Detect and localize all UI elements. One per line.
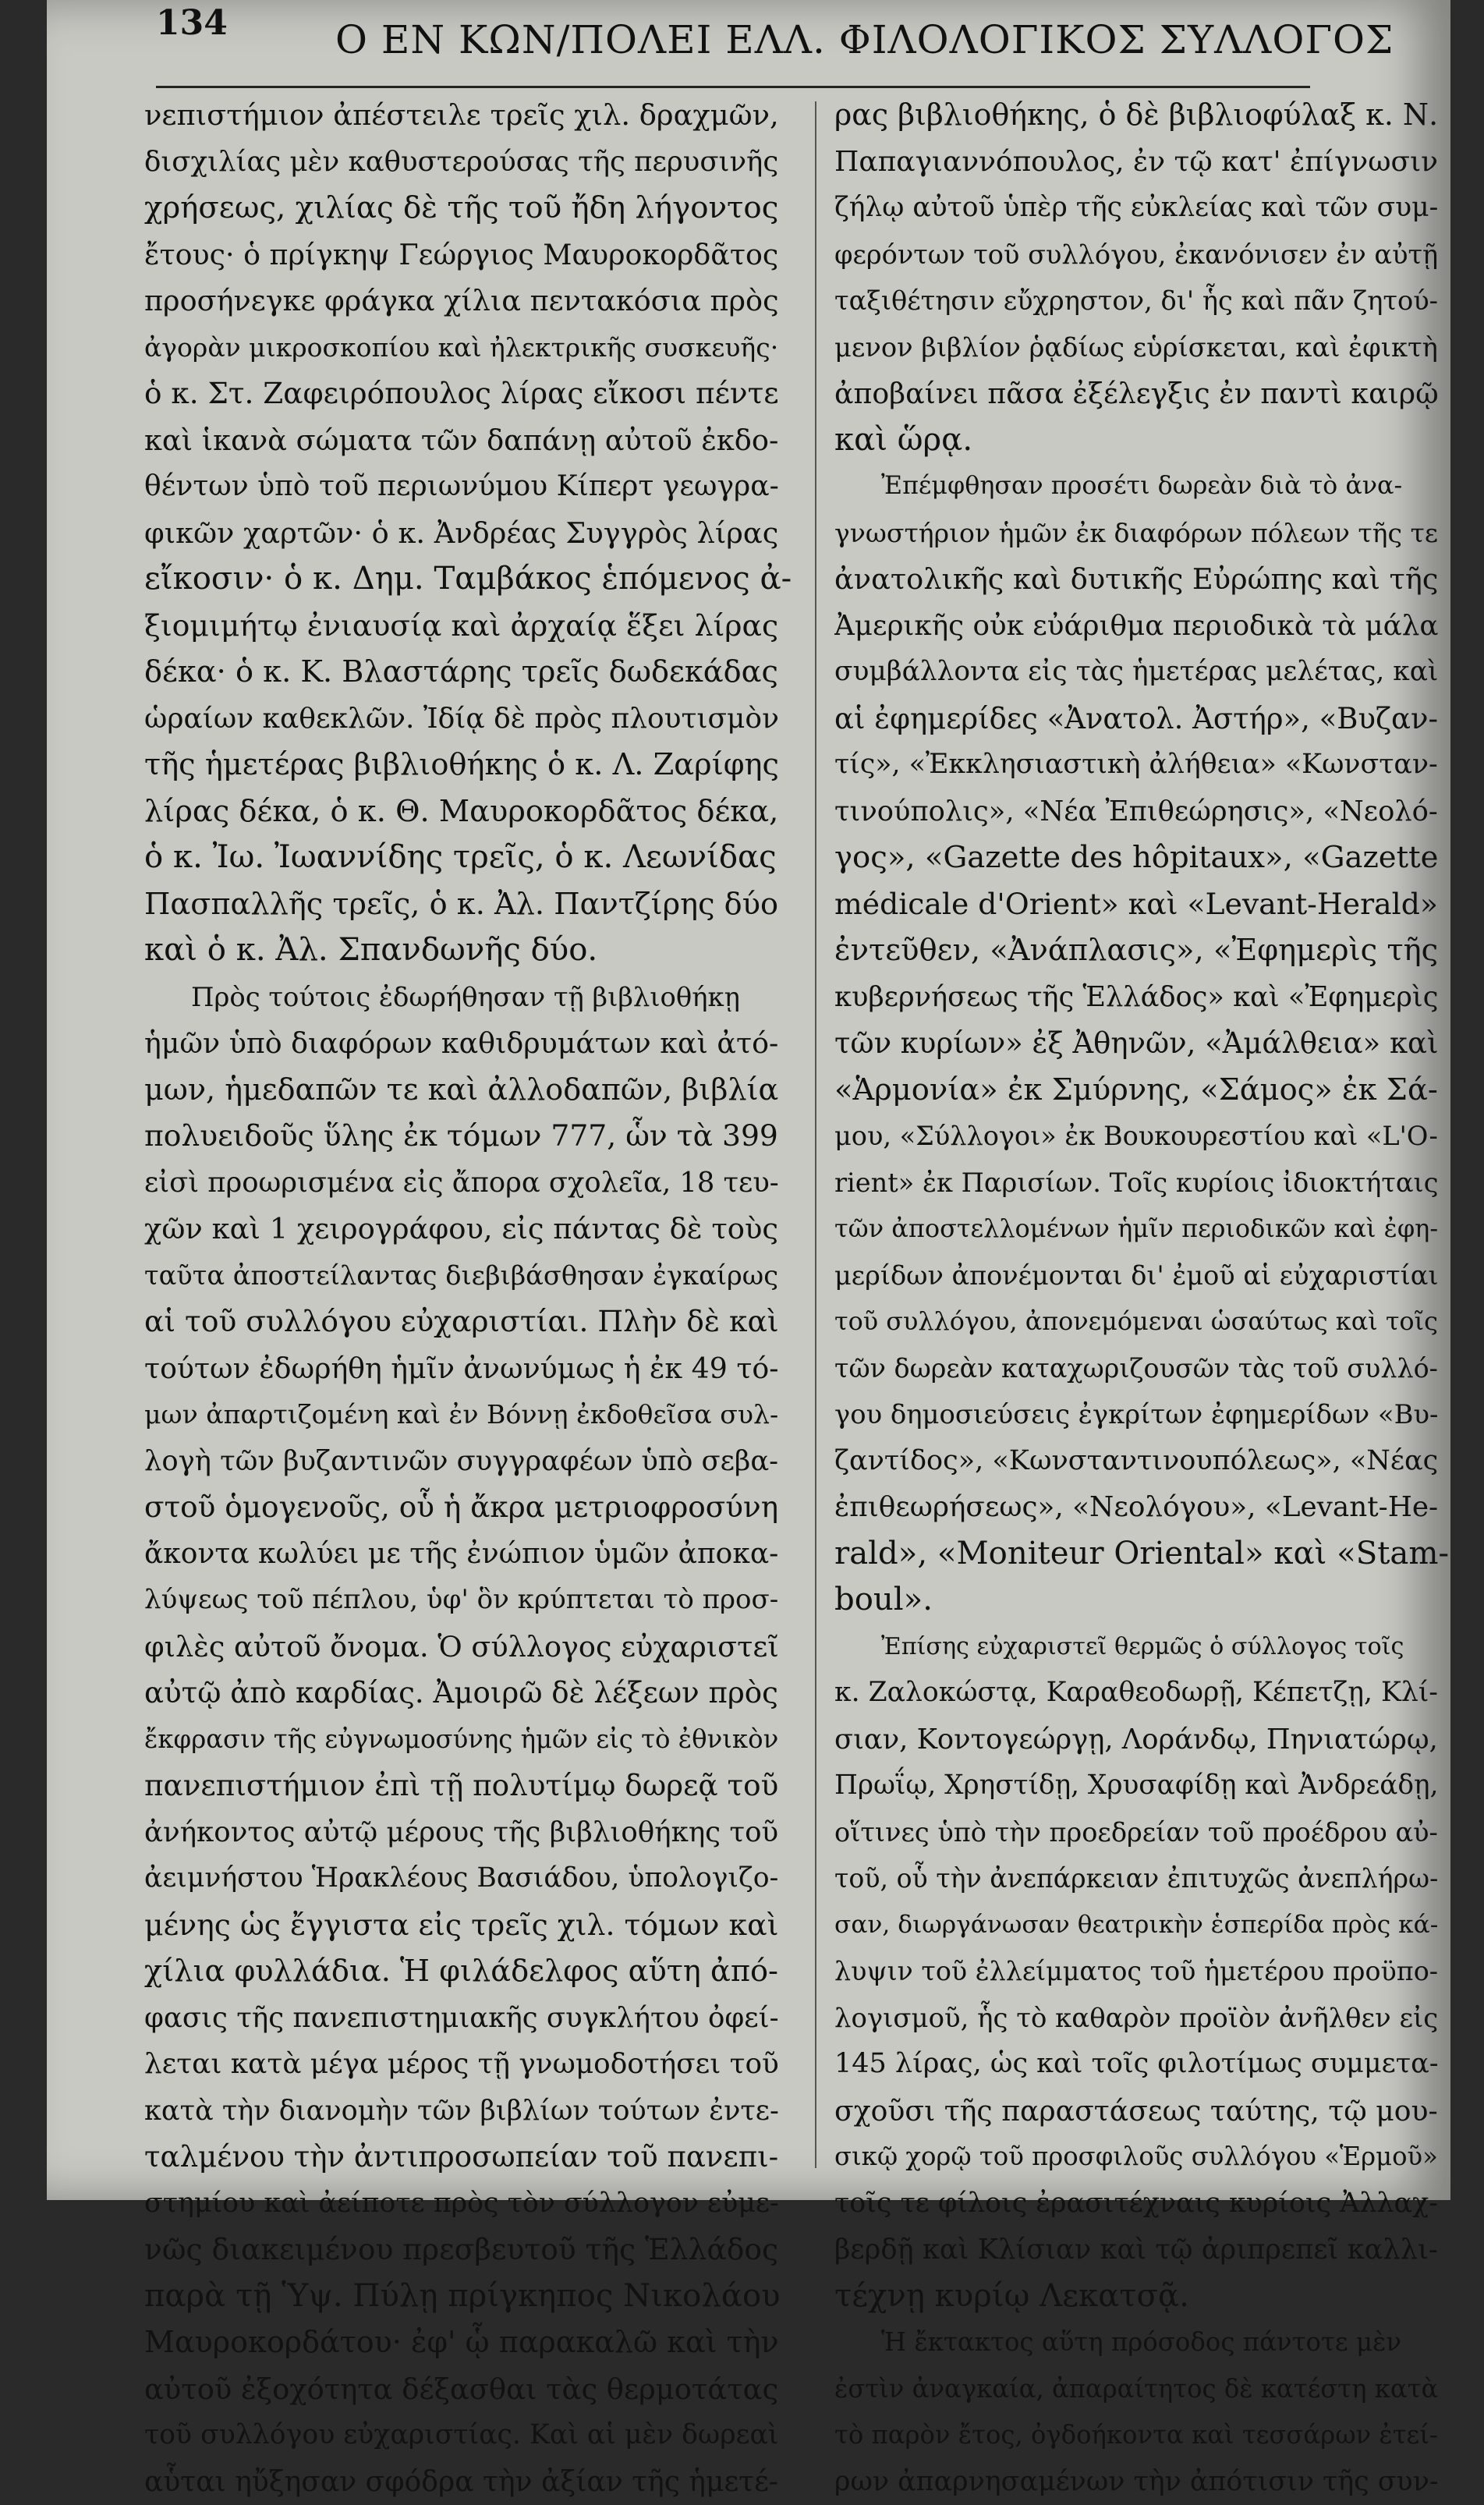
text-line: τοῦ συλλόγου, ἀπονεμόμεναι ὡσαύτως καὶ τοῖς [834,1299,1450,1345]
text-line: μενον βιβλίον ῥᾳδίως εὑρίσκεται, καὶ ἐφικτὴ [834,324,1450,371]
text-line: ἀειμνήστου Ἡρακλέους Βασιάδου, ὑπολογιζο- [144,1855,792,1902]
text-line: λογὴ τῶν βυζαντινῶν συγγραφέων ὑπὸ σεβα- [144,1438,792,1485]
text-line: μένης ὡς ἔγγιστα εἰς τρεῖς χιλ. τόμων καὶ [144,1902,792,1949]
text-line: λογισμοῦ, ἧς τὸ καθαρὸν προϊὸν ἀνῆλθεν εἰς [834,1995,1450,2042]
text-line: Πρωΐῳ, Χρηστίδῃ, Χρυσαφίδῃ καὶ Ἀνδρεάδῃ, [834,1763,1450,1809]
text-line: μων ἀπαρτιζομένη καὶ ἐν Βόννῃ ἐκδοθεῖσα συλ- [144,1391,792,1438]
text-line: ξιομιμήτῳ ἐνιαυσίᾳ καὶ ἀρχαίᾳ ἕξει λίρας [144,603,792,650]
text-line: Παπαγιαννόπουλος, ἐν τῷ κατ' ἐπίγνωσιν [834,139,1450,186]
text-line: τῶν κυρίων» ἐξ Ἀθηνῶν, «Ἀμάλθεια» καὶ [834,1020,1450,1067]
text-line: αὗται ηὔξησαν σφόδρα τὴν ἀξίαν τῆς ἡμετέ- [144,2459,792,2505]
text-line: ἄκοντα κωλύει με τῆς ἐνώπιον ὑμῶν ἀποκα- [144,1531,792,1578]
text-line: αἱ τοῦ συλλόγου εὐχαριστίαι. Πλὴν δὲ καὶ [144,1299,792,1345]
text-line: ταῦτα ἀποστείλαντας διεβιβάσθησαν ἐγκαίρως [144,1252,792,1299]
text-line: τοῖς τε φίλοις ἐρασιτέχναις κυρίοις Ἀλλαχ- [834,2181,1450,2227]
running-title: Ο ΕΝ ΚΩΝ/ΠΟΛΕΙ ΕΛΛ. ΦΙΛΟΛΟΓΙΚΟΣ ΣΥΛΛΟΓΟΣ [335,17,1394,62]
text-line: ταλμένου τὴν ἀντιπροσωπείαν τοῦ πανεπι- [144,2134,792,2181]
text-line: λυψιν τοῦ ἐλλείμματος τοῦ ἡμετέρου προϋπο- [834,1948,1450,1995]
text-line: τοῦ, οὗ τὴν ἀνεπάρκειαν ἐπιτυχῶς ἀνεπλήρω- [834,1855,1450,1902]
left-column [144,92,792,2505]
text-line: αὐτοῦ ἐξοχότητα δέξασθαι τὰς θερμοτάτας [144,2366,792,2413]
text-line: πανεπιστήμιον ἐπὶ τῇ πολυτίμῳ δωρεᾷ τοῦ [144,1763,792,1809]
text-line: ὁ κ. Στ. Ζαφειρόπουλος λίρας εἴκοσι πέντε [144,370,792,417]
text-line: «Ἁρμονία» ἐκ Σμύρνης, «Σάμος» ἐκ Σά- [834,1067,1450,1114]
text-line: médicale d'Orient» καὶ «Levant-Herald» [834,881,1450,928]
text-line: ρας βιβλιοθήκης, ὁ δὲ βιβλιοφύλαξ κ. Ν. [834,92,1450,139]
text-line: ἡμῶν ὑπὸ διαφόρων καθιδρυμάτων καὶ ἀτό- [144,1020,792,1067]
text-line: ἐπιθεωρήσεως», «Νεολόγου», «Levant-He- [834,1484,1450,1531]
text-line: ἀνατολικῆς καὶ δυτικῆς Εὐρώπης καὶ τῆς [834,556,1450,603]
text-line: rient» ἐκ Παρισίων. Τοῖς κυρίοις ἰδιοκτήταις [834,1160,1450,1206]
text-line: ὡραίων καθεκλῶν. Ἰδίᾳ δὲ πρὸς πλουτισμὸν [144,696,792,742]
text-line: ἐντεῦθεν, «Ἀνάπλασις», «Ἐφημερὶς τῆς [834,927,1450,974]
text-line: ἔτους· ὁ πρίγκηψ Γεώργιος Μαυροκορδᾶτος [144,232,792,278]
text-line: μερίδων ἀπονέμονται δι' ἐμοῦ αἱ εὐχαριστίαι [834,1252,1450,1299]
text-line: ἀνήκοντος αὐτῷ μέρους τῆς βιβλιοθήκης τοῦ [144,1809,792,1856]
text-line: χῶν καὶ 1 χειρογράφου, εἰς πάντας δὲ τοὺς [144,1206,792,1252]
text-line: Μαυροκορδάτου· ἐφ' ᾧ παρακαλῶ καὶ τὴν [144,2319,792,2366]
text-line: οἵτινες ὑπὸ τὴν προεδρείαν τοῦ προέδρου αὐ- [834,1809,1450,1856]
text-line: χίλια φυλλάδια. Ἡ φιλάδελφος αὕτη ἀπό- [144,1948,792,1995]
text-line: τῆς ἡμετέρας βιβλιοθήκης ὁ κ. Λ. Ζαρίφης [144,742,792,788]
page-number: 134 [156,3,228,43]
text-line: ἀποβαίνει πᾶσα ἐξέλεγξις ἐν παντὶ καιρῷ [834,370,1450,417]
text-line: δισχιλίας μὲν καθυστερούσας τῆς περυσινῆς [144,139,792,186]
text-line: λεται κατὰ μέγα μέρος τῇ γνωμοδοτήσει τοῦ [144,2041,792,2088]
text-line: ζαντίδος», «Κωνσταντινουπόλεως», «Νέας [834,1438,1450,1485]
text-line: βερδῇ καὶ Κλίσιαν καὶ τῷ ἀριπρεπεῖ καλλι- [834,2227,1450,2273]
text-line: σαν, διωργάνωσαν θεατρικὴν ἑσπερίδα πρὸς κά- [834,1902,1450,1949]
text-line: ἔκφρασιν τῆς εὐγνωμοσύνης ἡμῶν εἰς τὸ ἐθνικὸν [144,1717,792,1763]
text-line: τοῦ συλλόγου εὐχαριστίας. Καὶ αἱ μὲν δωρεαὶ [144,2412,792,2459]
text-line: πολυειδοῦς ὕλης ἐκ τόμων 777, ὧν τὰ 399 [144,1113,792,1160]
text-line: παρὰ τῇ Ὑψ. Πύλῃ πρίγκηπος Νικολάου [144,2273,792,2320]
text-line: χρήσεως, χιλίας δὲ τῆς τοῦ ἤδη λήγοντος [144,185,792,232]
book-page [47,0,1450,2200]
text-line: δέκα· ὁ κ. Κ. Βλαστάρης τρεῖς δωδεκάδας [144,649,792,696]
text-line: 145 λίρας, ὡς καὶ τοῖς φιλοτίμως συμμετα- [834,2041,1450,2088]
text-line: καὶ ὥρᾳ. [834,417,1450,464]
text-line: γνωστήριον ἡμῶν ἐκ διαφόρων πόλεων τῆς τε [834,510,1450,557]
text-line: νῶς διακειμένου πρεσβευτοῦ τῆς Ἑλλάδος [144,2227,792,2273]
text-line: boul». [834,1577,1450,1624]
text-line: στοῦ ὁμογενοῦς, οὗ ἡ ἄκρα μετριοφροσύνη [144,1484,792,1531]
text-line: συμβάλλοντα εἰς τὰς ἡμετέρας μελέτας, καὶ [834,649,1450,696]
text-line: γος», «Gazette des hôpitaux», «Gazette [834,834,1450,881]
text-line: νεπιστήμιον ἀπέστειλε τρεῖς χιλ. δραχμῶν, [144,92,792,139]
text-line: τέχνῃ κυρίῳ Λεκατσᾷ. [834,2273,1450,2320]
page-header [156,0,1310,88]
text-line: θέντων ὑπὸ τοῦ περιωνύμου Κίπερτ γεωγρα- [144,463,792,510]
text-line: αὐτῷ ἀπὸ καρδίας. Ἀμοιρῶ δὲ λέξεων πρὸς [144,1670,792,1717]
text-line: τίς», «Ἐκκλησιαστικὴ ἀλήθεια» «Κωνσταν- [834,742,1450,788]
text-line: Ἐπέμφθησαν προσέτι δωρεὰν διὰ τὸ ἀνα- [834,463,1450,510]
text-line: ρων ἀπαρνησαμένων τὴν ἀπότισιν τῆς συν- [834,2459,1450,2505]
text-line: φερόντων τοῦ συλλόγου, ἐκανόνισεν ἐν αὐτῇ [834,232,1450,278]
text-line: φικῶν χαρτῶν· ὁ κ. Ἀνδρέας Συγγρὸς λίρας [144,510,792,557]
text-line: γου δημοσιεύσεις ἐγκρίτων ἐφημερίδων «Βυ- [834,1391,1450,1438]
text-line: ζήλῳ αὐτοῦ ὑπὲρ τῆς εὐκλείας καὶ τῶν συμ- [834,185,1450,232]
text-line: κ. Ζαλοκώστᾳ, Καραθεοδωρῇ, Κέπετζῃ, Κλί- [834,1670,1450,1717]
text-line: στημίου καὶ ἀείποτε πρὸς τὸν σύλλογον εὐμε- [144,2181,792,2227]
text-line: σιαν, Κοντογεώργῃ, Λοράνδῳ, Πηνιατώρῳ, [834,1717,1450,1763]
text-line: κατὰ τὴν διανομὴν τῶν βιβλίων τούτων ἐντε- [144,2088,792,2135]
text-line: εἰσὶ προωρισμένα εἰς ἄπορα σχολεῖα, 18 τευ- [144,1160,792,1206]
text-line: φιλὲς αὐτοῦ ὄνομα. Ὁ σύλλογος εὐχαριστεῖ [144,1624,792,1671]
text-line: φασις τῆς πανεπιστημιακῆς συγκλήτου ὀφεί- [144,1995,792,2042]
text-line: τὸ παρὸν ἔτος, ὀγδοήκοντα καὶ τεσσάρων ἐτεί- [834,2412,1450,2459]
text-line: Πρὸς τούτοις ἐδωρήθησαν τῇ βιβλιοθήκῃ [144,974,792,1021]
column-divider [815,101,816,2168]
text-line: ἀγορὰν μικροσκοπίου καὶ ἠλεκτρικῆς συσκευῆς· [144,324,792,371]
text-line: τῶν δωρεὰν καταχωριζουσῶν τὰς τοῦ συλλό- [834,1345,1450,1392]
text-line: Ἡ ἔκτακτος αὕτη πρόσοδος πάντοτε μὲν [834,2319,1450,2366]
text-line: τινούπολις», «Νέα Ἐπιθεώρησις», «Νεολό- [834,788,1450,835]
text-line: λίρας δέκα, ὁ κ. Θ. Μαυροκορδᾶτος δέκα, [144,788,792,835]
text-line: αἱ ἐφημερίδες «Ἀνατολ. Ἀστήρ», «Βυζαν- [834,696,1450,742]
text-line: κυβερνήσεως τῆς Ἑλλάδος» καὶ «Ἐφημερὶς [834,974,1450,1021]
text-line: σικῷ χορῷ τοῦ προσφιλοῦς συλλόγου «Ἑρμοῦ» [834,2134,1450,2181]
text-line: τῶν ἀποστελλομένων ἡμῖν περιοδικῶν καὶ ἐφη- [834,1206,1450,1252]
text-line: λύψεως τοῦ πέπλου, ὑφ' ὃν κρύπτεται τὸ προσ- [144,1577,792,1624]
text-line: ἐστὶν ἀναγκαία, ἀπαραίτητος δὲ κατέστη κατὰ [834,2366,1450,2413]
text-line: ταξιθέτησιν εὔχρηστον, δι' ἧς καὶ πᾶν ζητού- [834,278,1450,324]
text-line: σχοῦσι τῆς παραστάσεως ταύτης, τῷ μου- [834,2088,1450,2135]
text-line: ὁ κ. Ἰω. Ἰωαννίδης τρεῖς, ὁ κ. Λεωνίδας [144,834,792,881]
text-line: μου, «Σύλλογοι» ἐκ Βουκουρεστίου καὶ «L'O- [834,1113,1450,1160]
text-line: Πασπαλλῆς τρεῖς, ὁ κ. Ἀλ. Παντζίρης δύο [144,881,792,928]
text-line: καὶ ἱκανὰ σώματα τῶν δαπάνῃ αὐτοῦ ἐκδο- [144,417,792,464]
text-line: προσήνεγκε φράγκα χίλια πεντακόσια πρὸς [144,278,792,324]
text-line: τούτων ἐδωρήθη ἡμῖν ἀνωνύμως ἡ ἐκ 49 τό- [144,1345,792,1392]
text-line: εἴκοσιν· ὁ κ. Δημ. Ταμβάκος ἑπόμενος ἀ- [144,556,792,603]
text-line: καὶ ὁ κ. Ἀλ. Σπανδωνῆς δύο. [144,927,792,974]
text-line: rald», «Moniteur Oriental» καὶ «Stam- [834,1531,1450,1578]
right-column [834,92,1450,2505]
text-line: μων, ἡμεδαπῶν τε καὶ ἀλλοδαπῶν, βιβλία [144,1067,792,1114]
text-line: Ἐπίσης εὐχαριστεῖ θερμῶς ὁ σύλλογος τοῖς [834,1624,1450,1671]
text-line: Ἀμερικῆς οὐκ εὐάριθμα περιοδικὰ τὰ μάλα [834,603,1450,650]
